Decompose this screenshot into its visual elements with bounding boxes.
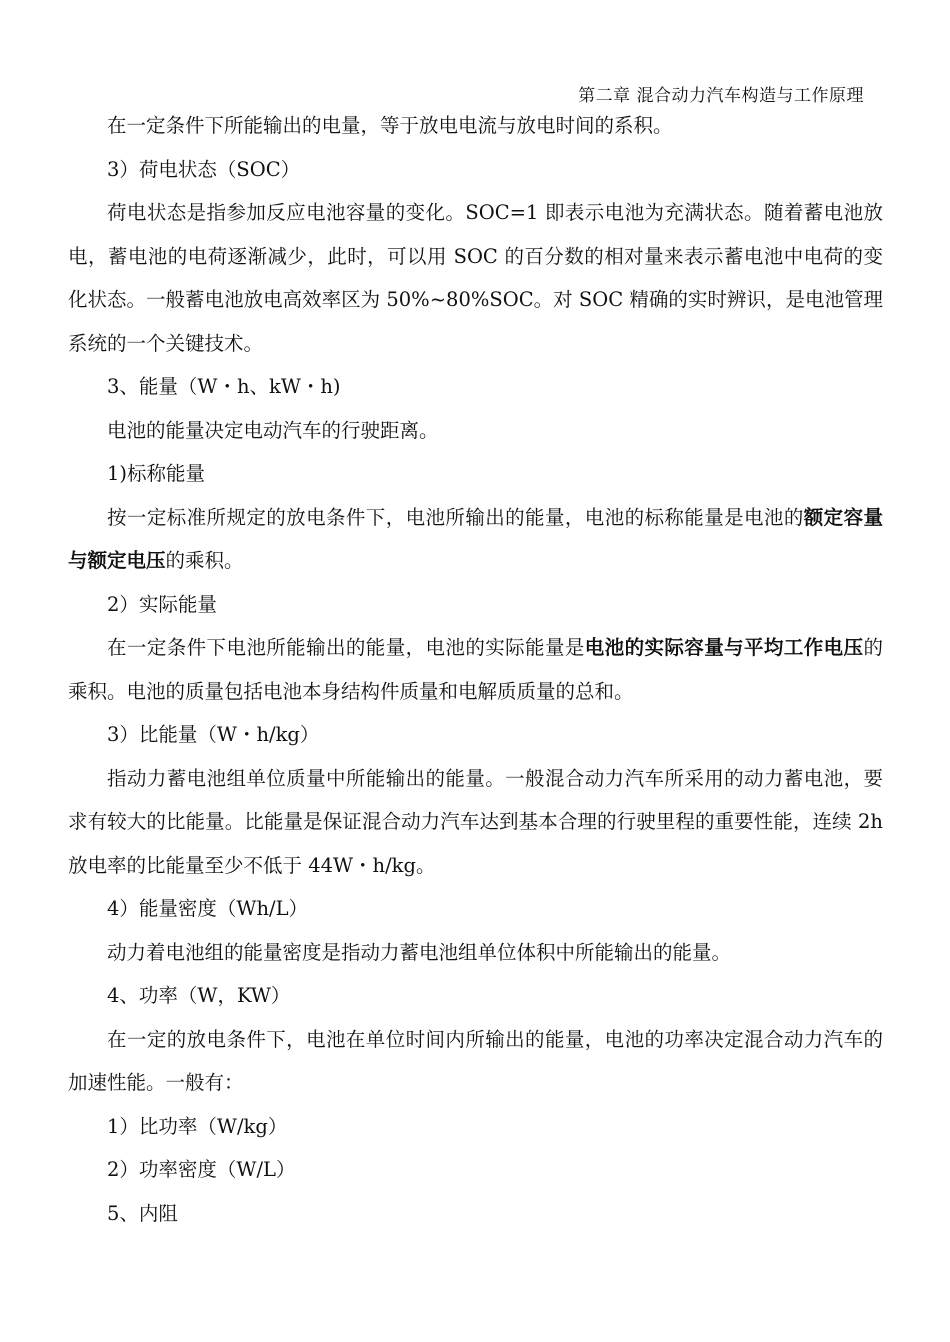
actual-energy-bold: 电池的实际容量与平均工作电压	[584, 636, 864, 659]
paragraph-actual-energy	[68, 626, 883, 713]
heading-actual-energy: 2）实际能量	[107, 592, 217, 616]
document-body	[68, 104, 883, 1235]
heading-nominal-energy: 1)标称能量	[107, 462, 206, 485]
actual-energy-text-pre: 在一定条件下电池所能输出的能量，电池的实际能量是	[107, 636, 585, 659]
paragraph-nominal-energy	[68, 496, 883, 583]
paragraph-energy-intro: 电池的能量决定电动汽车的行驶距离。	[107, 418, 439, 442]
nominal-energy-bold: 额定容量与额定电压	[68, 505, 883, 572]
heading-power-density: 2）功率密度（W/L）	[107, 1158, 296, 1181]
paragraph-power: 在一定的放电条件下，电池在单位时间内所输出的能量，电池的功率决定混合动力汽车的加速性能。一般有：	[68, 1027, 883, 1094]
heading-power: 4、功率（W，KW）	[107, 984, 291, 1007]
heading-soc: 3）荷电状态（SOC）	[107, 157, 301, 181]
nominal-energy-text-pre: 按一定标准所规定的放电条件下，电池所输出的能量，电池的标称能量是电池的	[107, 505, 804, 529]
actual-energy-text-post: 的乘积。电池的质量包括电池本身结构件质量和电解质质量的总和。	[68, 636, 883, 703]
paragraph-energy-density: 动力着电池组的能量密度是指动力蓄电池组单位体积中所能输出的能量。	[107, 940, 732, 964]
running-header: 第二章 混合动力汽车构造与工作原理	[578, 86, 864, 106]
heading-internal-resistance: 5、内阻	[107, 1201, 178, 1225]
paragraph-capacity-definition-tail: 在一定条件下所能输出的电量，等于放电电流与放电时间的系积。	[107, 114, 673, 137]
nominal-energy-text-post: 的乘积。	[165, 549, 244, 572]
paragraph-specific-energy: 指动力蓄电池组单位质量中所能输出的能量。一般混合动力汽车所采用的动力蓄电池，要求有较大的比能量。比能量是保证混合动力汽车达到基本合理的行驶里程的重要性能，连续 2h 放电率的比能量至少不低于 44W・h/kg。	[68, 766, 883, 877]
paragraph-soc: 荷电状态是指参加反应电池容量的变化。SOC=1 即表示电池为充满状态。随着蓄电池放电，蓄电池的电荷逐渐减少，此时，可以用 SOC 的百分数的相对量来表示蓄电池中电荷的变化状态。一般蓄电池放电高效率区为 50%~80%SOC。对 SOC 精确的实时辨识，是电池管理系统的一个关键技术。	[68, 201, 883, 355]
heading-energy: 3、能量（W・h、kW・h)	[107, 375, 341, 398]
heading-specific-energy: 3）比能量（W・h/kg）	[107, 723, 320, 746]
heading-specific-power: 1）比功率（W/kg）	[107, 1114, 288, 1138]
heading-energy-density: 4）能量密度（Wh/L）	[107, 897, 309, 920]
